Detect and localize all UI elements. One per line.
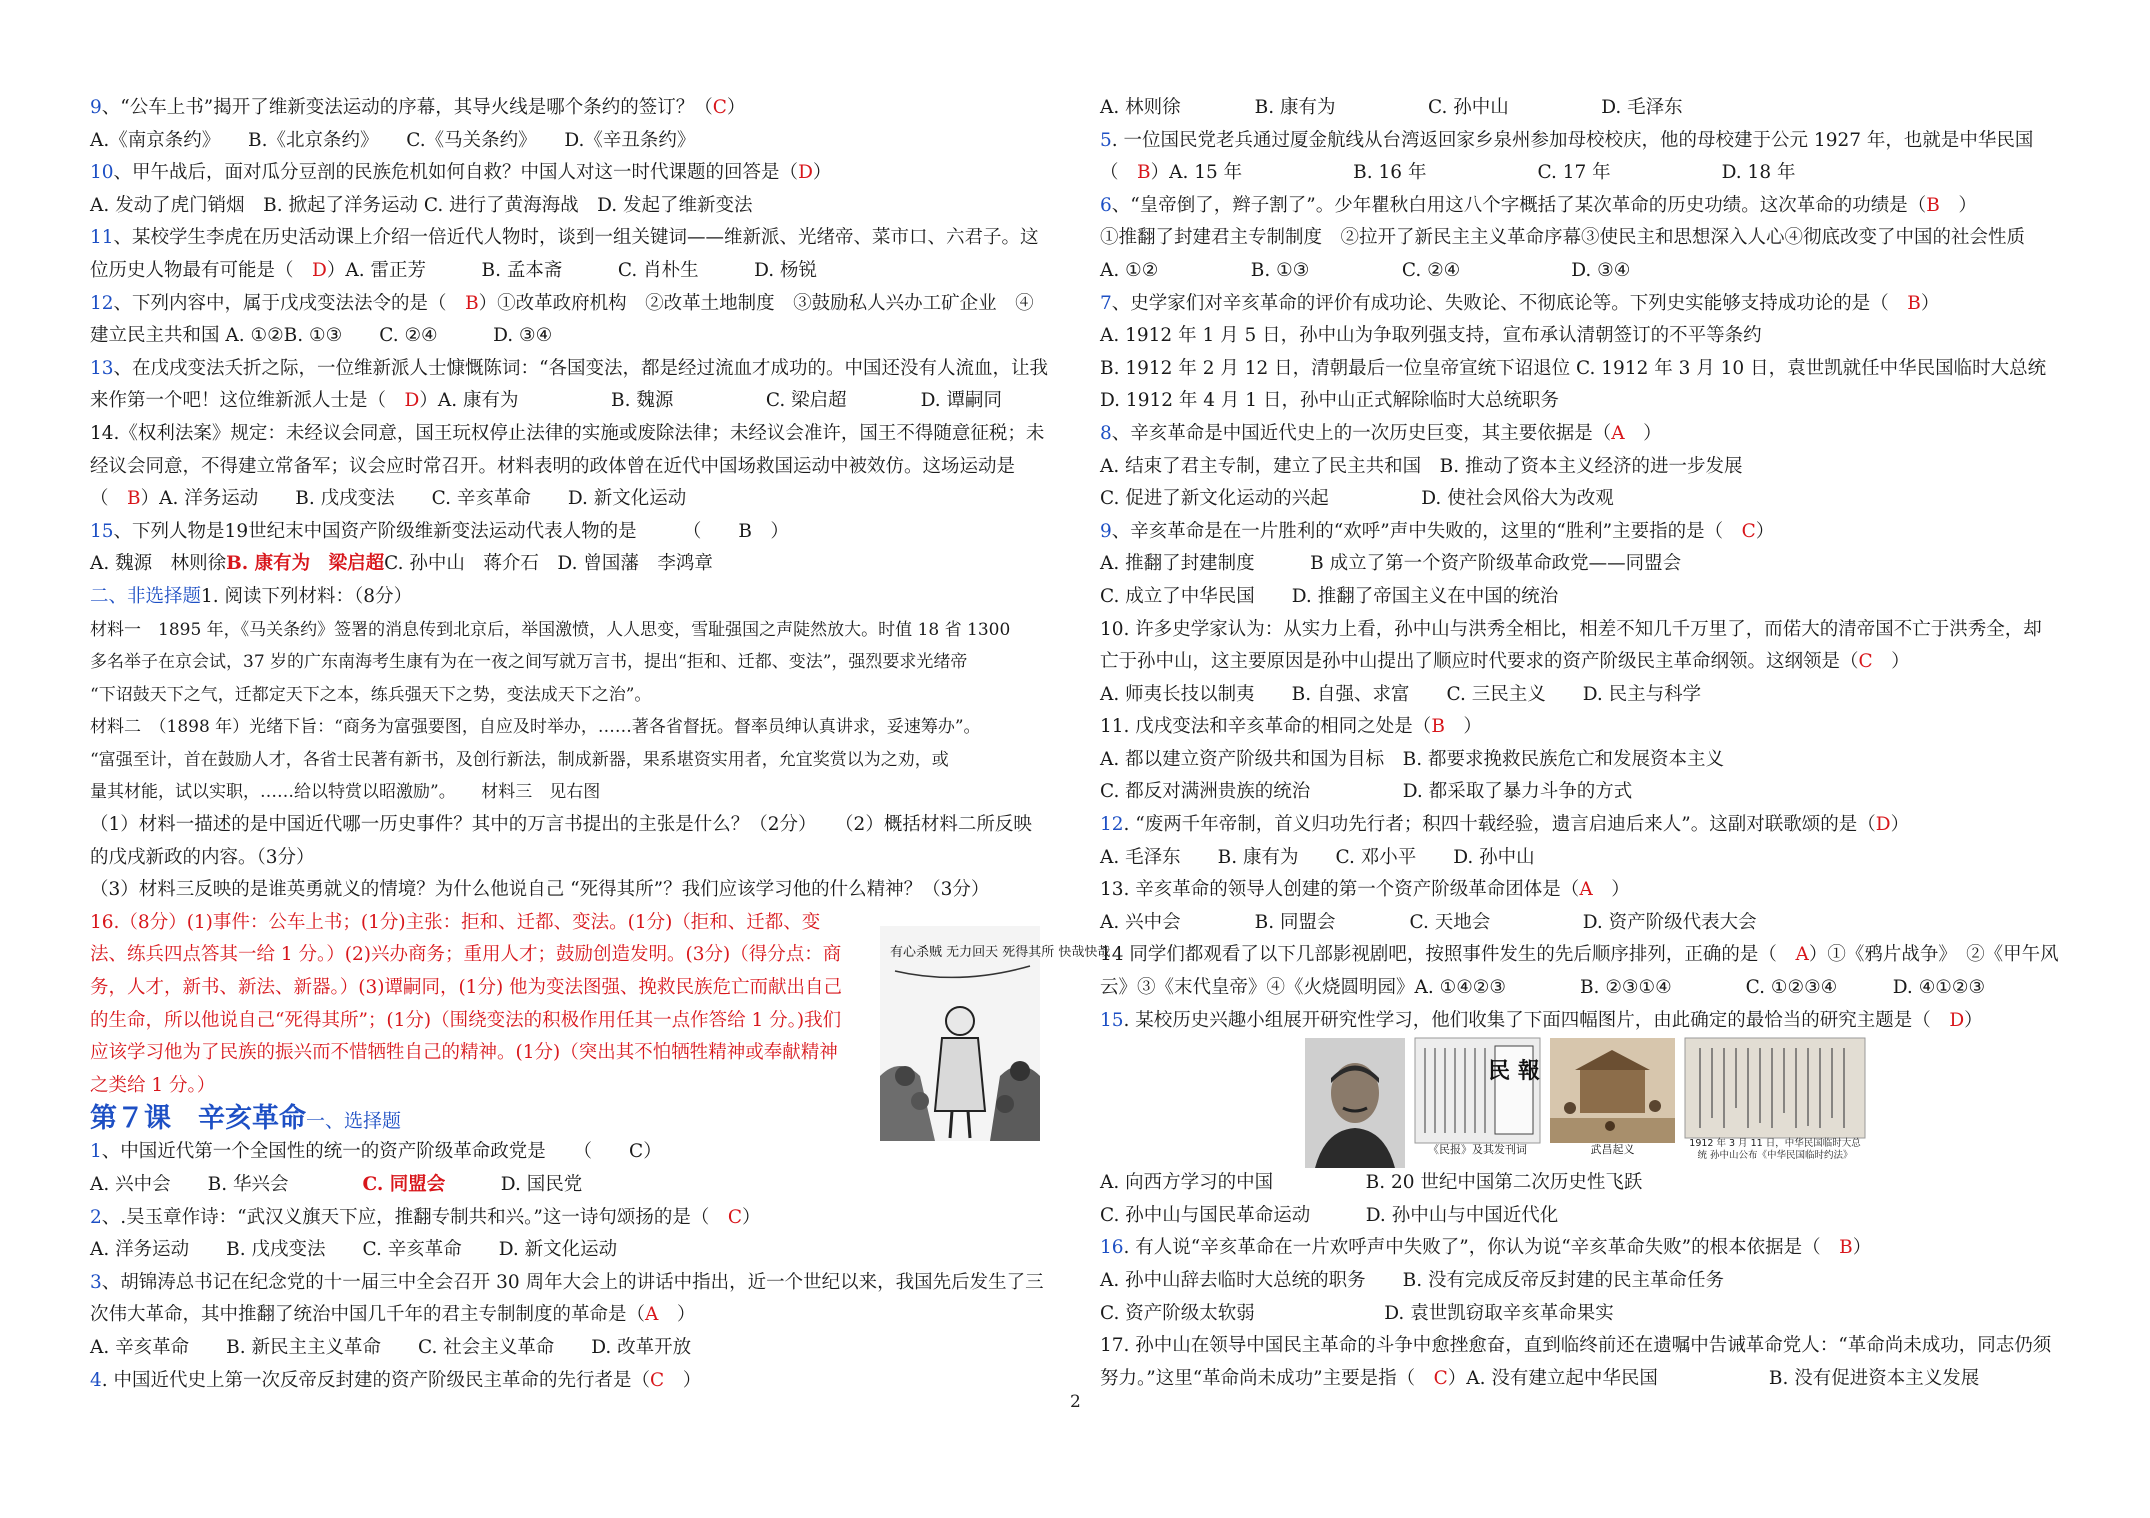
right-question-10-options: A. 师夷长技以制夷 B. 自强、求富 C. 三民主义 D. 民主与科学	[1100, 683, 1702, 705]
right-question-13-options: A. 兴中会 B. 同盟会 C. 天地会 D. 资产阶级代表大会	[1100, 911, 1757, 933]
question-14-line-2: 经议会同意，不得建立常备军；议会应时常召开。材料表明的政体曾在近代中国场救国运动中被效仿。这场运动是	[90, 455, 1016, 477]
right-question-9-options-cd: C. 成立了中华民国 D. 推翻了帝国主义在中国的统治	[1100, 585, 1559, 607]
material-1-line-2: 多名举子在京会试，37 岁的广东南海考生康有为在一夜之间写就万言书，提出“拒和、迁都、变法”，强烈要求光绪帝	[90, 652, 968, 673]
slogan-text: 有心杀贼 无力回天 死得其所 快哉快哉	[890, 945, 1111, 960]
lesson-7-question-3: 3、胡锦涛总书记在纪念党的十一届三中全会召开 30 周年大会上的讲话中指出，近一个世纪以来，我国先后发生了三	[90, 1271, 1044, 1293]
section-2-heading: 二、非选择题1. 阅读下列材料：（8分）	[90, 585, 413, 607]
wuchang-caption: 武昌起义	[1590, 1143, 1635, 1156]
question-15: 15、下列人物是19世纪末中国资产阶级维新变法运动代表人物的是 （ B ）	[90, 520, 789, 542]
right-question-11-options-cd: C. 都反对满洲贵族的统治 D. 都采取了暴力斗争的方式	[1100, 781, 1633, 803]
right-question-13: 13. 辛亥革命的领导人创建的第一个资产阶级革命团体是（A ）	[1100, 879, 1630, 901]
right-question-8-options-ab: A. 结束了君主专制，建立了民主共和国 B. 推动了资本主义经济的进一步发展	[1100, 455, 1743, 477]
right-question-17-line-2: 努力。”这里“革命尚未成功”主要是指（ C）A. 没有建立起中华民国 B. 没有促进资本主义发展	[1100, 1367, 1980, 1389]
sun-yat-sen-portrait	[1305, 1038, 1405, 1168]
material-1-line-3: “下诏鼓天下之气，迁都定天下之本，练兵强天下之势，变法成天下之治”。	[90, 684, 652, 705]
right-question-16-options-cd: C. 资产阶级太软弱 D. 袁世凯窃取辛亥革命果实	[1100, 1302, 1614, 1324]
right-question-15-options-ab: A. 向西方学习的中国 B. 20 世纪中国第二次历史性飞跃	[1100, 1172, 1643, 1194]
right-question-10-line-2: 亡于孙中山，这主要原因是孙中山提出了顺应时代要求的资产阶级民主革命纲领。这纲领是（C ）	[1100, 651, 1910, 673]
answer-16-line: 法、练兵四点答其一给 1 分。）(2)兴办商务；重用人才；鼓励创造发明。(3分)（得分点：商	[90, 944, 842, 966]
right-question-14-line-2: 云》③《末代皇帝》④《火烧圆明园》A. ①④②③ B. ②③①④ C. ①②③④ D. ④①②③	[1100, 977, 1986, 999]
right-question-15-options-cd: C. 孙中山与国民革命运动 D. 孙中山与中国近代化	[1100, 1204, 1559, 1226]
material-2-line-2: “富强至计，首在鼓励人才，各省士民著有新书，及创行新法，制成新器，果系堪资实用者，允宜奖赏以为之劝，或	[90, 749, 949, 770]
right-question-10: 10. 许多史学家认为：从实力上看，孙中山与洪秀全相比，相差不知几千万里了，而偌大的清帝国不亡于洪秀全，却	[1100, 618, 2042, 640]
right-question-16-options-ab: A. 孙中山辞去临时大总统的职务 B. 没有完成反帝反封建的民主革命任务	[1100, 1270, 1724, 1291]
wuchang-uprising-picture	[1550, 1038, 1675, 1168]
right-question-7: 7、史学家们对辛亥革命的评价有成功论、失败论、不彻底论等。下列史实能够支持成功论的是（ B）	[1100, 292, 1940, 314]
lesson-7-question-3-options: A. 辛亥革命 B. 新民主主义革命 C. 社会主义革命 D. 改革开放	[90, 1336, 692, 1358]
question-10: 10、甲午战后，面对瓜分豆剖的民族危机如何自救？中国人对这一时代课题的回答是（D）	[90, 162, 832, 184]
right-question-14: 14 同学们都观看了以下几部影视剧吧，按照事件发生的先后顺序排列，正确的是（ A）①《鸦片战争》 ②《甲午风	[1100, 944, 2059, 966]
execution-sketch-image	[880, 926, 1111, 1141]
right-question-11-options-ab: A. 都以建立资产阶级共和国为目标 B. 都要求挽救民族危亡和发展资本主义	[1100, 748, 1724, 770]
right-question-9: 9、辛亥革命是在一片胜利的“欢呼”声中失败的，这里的“胜利”主要指的是（ C）	[1100, 520, 1775, 542]
question-13-line-2: 来作第一个吧！这位维新派人士是（ D）A. 康有为 B. 魏源 C. 梁启超 D. 谭嗣同	[90, 390, 1003, 412]
right-question-4-options: A. 林则徐 B. 康有为 C. 孙中山 D. 毛泽东	[1100, 97, 1683, 118]
question-9-options: A.《南京条约》 B.《北京条约》 C.《马关条约》 D.《辛丑条约》	[90, 129, 696, 151]
question-12-line-2: 建立民主共和国 A. ①②B. ①③ C. ②④ D. ③④	[90, 325, 553, 347]
answer-16-line: 16.（8分）(1)事件：公车上书；(1分)主张：拒和、迁都、变法。(1分)（拒和、迁都、变	[90, 911, 821, 933]
right-question-12-options: A. 毛泽东 B. 康有为 C. 邓小平 D. 孙中山	[1100, 846, 1535, 868]
left-column	[90, 92, 1060, 1397]
right-question-16: 16. 有人说“辛亥革命在一片欢呼声中失败了”，你认为说“辛亥革命失败”的根本依据是（ B）	[1100, 1237, 1872, 1259]
sub-question-1: （1）材料一描述的是中国近代哪一历史事件？其中的万言书提出的主张是什么？（2分） （2）概括材料二所反映	[90, 814, 1032, 836]
question-14: 14.《权利法案》规定：未经议会同意，国王玩权停止法律的实施或废除法律；未经议会准许，国王不得随意征税；未	[90, 422, 1045, 444]
lesson-7-question-4: 4. 中国近代史上第一次反帝反封建的资产阶级民主革命的先行者是（C ）	[90, 1369, 702, 1391]
right-column	[1100, 92, 2070, 1395]
constitution-caption: 1912 年 3 月 11 日，中华民国临时大总统 孙中山公布《中华民国临时约法》	[1689, 1138, 1861, 1161]
sub-question-1-line-2: 的戊戌新政的内容。（3分）	[90, 846, 315, 868]
answer-16-line: 应该学习他为了民族的振兴而不惜牺牲自己的精神。(1分)（突出其不怕牺牲精神或奉献精神	[90, 1042, 838, 1064]
min-bao-newspaper	[1415, 1038, 1540, 1168]
lesson-7-question-3-line-2: 次伟大革命，其中推翻了统治中国几千年的君主专制制度的革命是（A ）	[90, 1304, 696, 1326]
right-question-11: 11. 戊戌变法和辛亥革命的相同之处是（B ）	[1100, 716, 1482, 738]
material-2-line-3: 量其材能，试以实职，……给以特赏以昭激励”。 材料三 见右图	[90, 782, 601, 803]
lesson-7-question-1: 1、中国近代第一个全国性的统一的资产阶级革命政党是 （ C）	[90, 1141, 662, 1163]
answer-16-line: 的生命，所以他说自己“死得其所”；(1分)（围绕变法的积极作用任其一点作答给 1 分。)我们	[90, 1009, 842, 1031]
sub-question-3: （3）材料三反映的是谁英勇就义的情境？为什么他说自己 “死得其所”？我们应该学习他的什么精神？（3分）	[90, 879, 990, 901]
min-bao-caption: 《民报》及其发刊词	[1428, 1143, 1527, 1156]
lesson-7-question-1-options: A. 兴中会 B. 华兴会 C. 同盟会 D. 国民党	[90, 1174, 583, 1195]
right-question-15: 15. 某校历史兴趣小组展开研究性学习，他们收集了下面四幅图片，由此确定的最恰当的研究主题是（ D）	[1100, 1009, 1983, 1031]
answer-16-line: 务，人才，新书、新法、新器。）(3)谭嗣同，(1分) 他为变法图强、挽救民族危亡而献出自己	[90, 977, 843, 999]
right-question-12: 12. “废两千年帝制，首义归功先行者；积四十载经验，遗言启迪后来人”。这副对联歌颂的是（D）	[1100, 814, 1910, 836]
right-question-5: 5. 一位国民党老兵通过厦金航线从台湾返回家乡泉州参加母校校庆，他的母校建于公元 1927 年，也就是中华民国	[1100, 129, 2034, 151]
newspaper-title: 民 報	[1488, 1058, 1540, 1084]
page-number: 2	[1070, 1392, 1081, 1412]
right-question-6-options: A. ①② B. ①③ C. ②④ D. ③④	[1100, 259, 1631, 281]
question-9: 9、“公车上书”揭开了维新变法运动的序幕，其导火线是哪个条约的签订？（C）	[90, 97, 746, 118]
material-1-line-1: 材料一 1895 年，《马关条约》签署的消息传到北京后，举国激愤，人人思变，雪耻强国之声陡然放大。时值 18 省 1300	[90, 619, 1011, 640]
answer-16-line: 之类给 1 分。）	[90, 1074, 216, 1096]
right-question-17: 17. 孙中山在领导中国民主革命的斗争中愈挫愈奋，直到临终前还在遗嘱中告诫革命党人：“革命尚未成功，同志仍须	[1100, 1335, 2052, 1357]
right-question-7-option-a: A. 1912 年 1 月 5 日，孙中山为争取列强支持，宣布承认清朝签订的不平等条约	[1100, 325, 1762, 347]
answer-16	[90, 907, 870, 1103]
question-13: 13、在戊戌变法夭折之际，一位维新派人士慷慨陈词：“各国变法，都是经过流血才成功的。中国还没有人流血，让我	[90, 357, 1049, 379]
right-question-7-option-b: B. 1912 年 2 月 12 日，清朝最后一位皇帝宣统下诏退位 C. 1912 年 3 月 10 日，袁世凯就任中华民国临时大总统	[1100, 357, 2047, 379]
research-pictures	[1305, 1038, 1865, 1168]
right-question-7-option-d: D. 1912 年 4 月 1 日，孙中山正式解除临时大总统职务	[1100, 390, 1559, 412]
question-11-line-2: 位历史人物最有可能是（ D）A. 雷正芳 B. 孟本斋 C. 肖朴生 D. 杨锐	[90, 259, 818, 281]
question-12: 12、下列内容中，属于戊戌变法法令的是（ B）①改革政府机构 ②改革土地制度 ③鼓励私人兴办工矿企业 ④	[90, 292, 1034, 314]
question-10-options: A. 发动了虎门销烟 B. 掀起了洋务运动 C. 进行了黄海海战 D. 发起了维新变法	[90, 194, 753, 216]
provisional-constitution-document	[1685, 1038, 1865, 1168]
material-2-line-1: 材料二 （1898 年）光绪下旨：“商务为富强要图，自应及时举办，……著各省督抚。督率员绅认真讲求，妥速筹办”。	[90, 717, 981, 738]
question-11: 11、某校学生李虎在历史活动课上介绍一倍近代人物时，谈到一组关键词——维新派、光绪帝、菜市口、六君子。这	[90, 227, 1039, 249]
right-question-6-line-2: ①推翻了封建君主专制制度 ②拉开了新民主主义革命序幕③使民主和思想深入人心④彻底改变了中国的社会性质	[1100, 227, 2026, 249]
question-15-options: A. 魏源 林则徐B. 康有为 梁启超C. 孙中山 蒋介石 D. 曾国藩 李鸿章	[90, 553, 713, 575]
right-question-8: 8、辛亥革命是中国近代史上的一次历史巨变，其主要依据是（A ）	[1100, 422, 1662, 444]
tan-sitong-illustration	[880, 926, 1111, 1141]
right-question-5-line-2: （ B）A. 15 年 B. 16 年 C. 17 年 D. 18 年	[1100, 162, 1796, 184]
lesson-7-question-2-options: A. 洋务运动 B. 戊戌变法 C. 辛亥革命 D. 新文化运动	[90, 1239, 618, 1261]
right-question-8-options-cd: C. 促进了新文化运动的兴起 D. 使社会风俗大为改观	[1100, 488, 1614, 510]
lesson-7-question-2: 2、.吴玉章作诗：“武汉义旗天下应，推翻专制共和兴。”这一诗句颂扬的是（ C）	[90, 1206, 761, 1228]
right-question-9-options-ab: A. 推翻了封建制度 B 成立了第一个资产阶级革命政党——同盟会	[1100, 553, 1682, 575]
question-14-line-3: （ B）A. 洋务运动 B. 戊戌变法 C. 辛亥革命 D. 新文化运动	[90, 488, 687, 510]
right-question-6: 6、“皇帝倒了，辫子割了”。少年瞿秋白用这八个字概括了某次革命的历史功绩。这次革命的功绩是（B ）	[1100, 194, 1977, 216]
lesson-7-heading: 第７课 辛亥革命一、选择题	[90, 1103, 402, 1135]
